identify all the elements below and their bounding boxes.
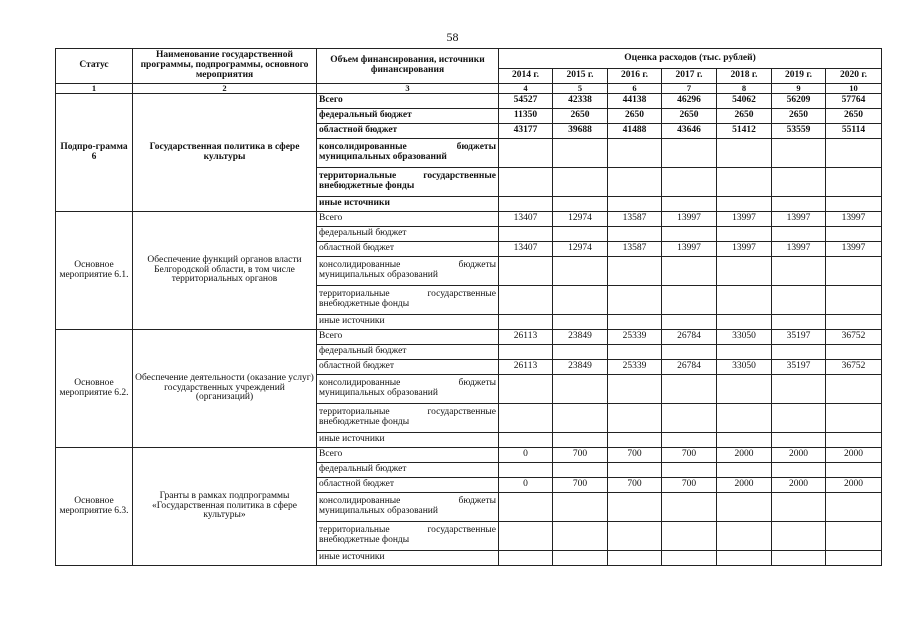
- value-regional-3: 43646: [662, 124, 717, 139]
- header-col-number-6: 6: [608, 84, 662, 94]
- value-other-1: [553, 197, 608, 212]
- header-year-0: 2014 г.: [499, 69, 553, 84]
- value-municipal-1: [553, 493, 608, 522]
- value-other-1: [553, 551, 608, 566]
- source-label-regional: областной бюджет: [317, 360, 499, 375]
- value-federal-3: 2650: [662, 109, 717, 124]
- value-regional-0: 43177: [499, 124, 553, 139]
- source-label-regional: областной бюджет: [317, 242, 499, 257]
- source-label-line-1: территориальные государственные: [319, 171, 496, 182]
- value-total-0: 0: [499, 448, 553, 463]
- value-regional-6: 13997: [826, 242, 882, 257]
- value-municipal-3: [662, 257, 717, 286]
- header-col-number-7: 7: [662, 84, 717, 94]
- value-extra-2: [608, 404, 662, 433]
- header-year-2: 2016 г.: [608, 69, 662, 84]
- value-extra-2: [608, 522, 662, 551]
- value-extra-4: [717, 168, 772, 197]
- source-label-line-2: муниципальных образований: [319, 388, 438, 398]
- value-federal-5: [772, 345, 826, 360]
- source-label-line-1: консолидированные бюджеты: [319, 378, 496, 389]
- value-municipal-1: [553, 257, 608, 286]
- value-extra-1: [553, 404, 608, 433]
- value-total-5: 2000: [772, 448, 826, 463]
- value-regional-2: 13587: [608, 242, 662, 257]
- value-extra-3: [662, 404, 717, 433]
- value-other-3: [662, 197, 717, 212]
- value-federal-2: [608, 463, 662, 478]
- value-total-5: 13997: [772, 212, 826, 227]
- value-extra-6: [826, 286, 882, 315]
- value-regional-1: 39688: [553, 124, 608, 139]
- source-label-total: Всего: [317, 212, 499, 227]
- value-total-0: 26113: [499, 330, 553, 345]
- value-extra-6: [826, 522, 882, 551]
- value-federal-1: [553, 463, 608, 478]
- header-status: Статус: [56, 49, 133, 84]
- value-municipal-0: [499, 139, 553, 168]
- source-label-federal: федеральный бюджет: [317, 463, 499, 478]
- source-label-line-1: территориальные государственные: [319, 289, 496, 300]
- value-municipal-0: [499, 375, 553, 404]
- value-regional-0: 13407: [499, 242, 553, 257]
- value-other-5: [772, 315, 826, 330]
- source-label-other: иные источники: [317, 433, 499, 448]
- value-municipal-5: [772, 375, 826, 404]
- value-federal-0: 11350: [499, 109, 553, 124]
- value-total-2: 13587: [608, 212, 662, 227]
- value-regional-1: 700: [553, 478, 608, 493]
- source-label: [317, 139, 499, 168]
- value-total-2: 700: [608, 448, 662, 463]
- source-label: [317, 522, 499, 551]
- value-total-0: 13407: [499, 212, 553, 227]
- value-regional-2: 41488: [608, 124, 662, 139]
- value-federal-4: [717, 463, 772, 478]
- value-municipal-2: [608, 257, 662, 286]
- section-name: Обеспечение деятельности (оказание услуг) государственных учреждений (организаций): [133, 330, 317, 448]
- value-other-2: [608, 433, 662, 448]
- value-total-1: 12974: [553, 212, 608, 227]
- value-extra-4: [717, 404, 772, 433]
- value-municipal-4: [717, 257, 772, 286]
- value-federal-3: [662, 463, 717, 478]
- value-regional-6: 55114: [826, 124, 882, 139]
- value-other-4: [717, 433, 772, 448]
- value-municipal-3: [662, 493, 717, 522]
- value-federal-0: [499, 227, 553, 242]
- value-regional-1: 23849: [553, 360, 608, 375]
- value-total-6: 13997: [826, 212, 882, 227]
- source-label-federal: федеральный бюджет: [317, 109, 499, 124]
- value-federal-1: 2650: [553, 109, 608, 124]
- value-federal-6: 2650: [826, 109, 882, 124]
- value-total-6: 57764: [826, 94, 882, 109]
- value-other-1: [553, 315, 608, 330]
- value-extra-3: [662, 522, 717, 551]
- source-label: [317, 257, 499, 286]
- source-label-line-2: внебюджетные фонды: [319, 535, 410, 545]
- value-extra-0: [499, 522, 553, 551]
- table-body: [56, 94, 882, 566]
- value-other-2: [608, 551, 662, 566]
- value-other-3: [662, 551, 717, 566]
- value-other-5: [772, 197, 826, 212]
- value-total-3: 13997: [662, 212, 717, 227]
- source-label: [317, 404, 499, 433]
- value-total-0: 54527: [499, 94, 553, 109]
- value-total-5: 56209: [772, 94, 826, 109]
- value-municipal-5: [772, 257, 826, 286]
- value-extra-1: [553, 286, 608, 315]
- value-municipal-1: [553, 375, 608, 404]
- value-total-3: 700: [662, 448, 717, 463]
- section-name: Государственная политика в сфере культуры: [133, 94, 317, 212]
- value-extra-2: [608, 286, 662, 315]
- source-label-line-2: муниципальных образований: [319, 152, 447, 162]
- value-municipal-0: [499, 493, 553, 522]
- value-regional-1: 12974: [553, 242, 608, 257]
- value-regional-5: 35197: [772, 360, 826, 375]
- value-other-6: [826, 551, 882, 566]
- value-extra-4: [717, 286, 772, 315]
- value-extra-1: [553, 168, 608, 197]
- value-other-6: [826, 315, 882, 330]
- section-status: Основное мероприятие 6.2.: [56, 330, 133, 448]
- source-label-federal: федеральный бюджет: [317, 227, 499, 242]
- value-total-1: 23849: [553, 330, 608, 345]
- value-federal-1: [553, 345, 608, 360]
- value-total-3: 46296: [662, 94, 717, 109]
- source-label-line-1: консолидированные бюджеты: [319, 496, 496, 507]
- value-regional-3: 26784: [662, 360, 717, 375]
- value-regional-6: 2000: [826, 478, 882, 493]
- value-federal-2: [608, 345, 662, 360]
- source-label: [317, 286, 499, 315]
- value-regional-4: 13997: [717, 242, 772, 257]
- value-other-3: [662, 315, 717, 330]
- section-name: Гранты в рамках подпрограммы «Государственная политика в сфере культуры»: [133, 448, 317, 566]
- value-municipal-5: [772, 139, 826, 168]
- value-regional-4: 51412: [717, 124, 772, 139]
- source-label-line-1: территориальные государственные: [319, 525, 496, 536]
- table-row: [56, 212, 882, 227]
- value-other-0: [499, 197, 553, 212]
- value-regional-0: 0: [499, 478, 553, 493]
- table-row: [56, 94, 882, 109]
- value-municipal-6: [826, 139, 882, 168]
- value-other-0: [499, 433, 553, 448]
- source-label-line-2: внебюджетные фонды: [319, 299, 410, 309]
- value-federal-4: [717, 345, 772, 360]
- value-other-1: [553, 433, 608, 448]
- value-federal-0: [499, 345, 553, 360]
- header-year-4: 2018 г.: [717, 69, 772, 84]
- value-municipal-2: [608, 375, 662, 404]
- value-regional-2: 25339: [608, 360, 662, 375]
- value-extra-1: [553, 522, 608, 551]
- value-federal-1: [553, 227, 608, 242]
- source-label-line-2: муниципальных образований: [319, 506, 438, 516]
- source-label-line-1: консолидированные бюджеты: [319, 142, 496, 153]
- header-col-number-2: 2: [133, 84, 317, 94]
- value-other-2: [608, 315, 662, 330]
- value-municipal-5: [772, 493, 826, 522]
- value-other-6: [826, 433, 882, 448]
- source-label-federal: федеральный бюджет: [317, 345, 499, 360]
- value-other-5: [772, 433, 826, 448]
- value-federal-3: [662, 345, 717, 360]
- header-year-1: 2015 г.: [553, 69, 608, 84]
- value-other-5: [772, 551, 826, 566]
- value-regional-3: 700: [662, 478, 717, 493]
- value-total-6: 36752: [826, 330, 882, 345]
- header-col-number-4: 4: [499, 84, 553, 94]
- source-label-line-1: консолидированные бюджеты: [319, 260, 496, 271]
- value-extra-6: [826, 168, 882, 197]
- value-federal-2: [608, 227, 662, 242]
- header-col-number-10: 10: [826, 84, 882, 94]
- source-label-regional: областной бюджет: [317, 478, 499, 493]
- value-total-2: 44138: [608, 94, 662, 109]
- value-extra-5: [772, 168, 826, 197]
- value-extra-5: [772, 286, 826, 315]
- value-regional-2: 700: [608, 478, 662, 493]
- value-federal-5: [772, 463, 826, 478]
- value-regional-5: 53559: [772, 124, 826, 139]
- value-municipal-0: [499, 257, 553, 286]
- header-col-number-3: 3: [317, 84, 499, 94]
- source-label-other: иные источники: [317, 551, 499, 566]
- value-other-4: [717, 197, 772, 212]
- value-regional-3: 13997: [662, 242, 717, 257]
- section-name: Обеспечение функций органов власти Белгородской области, в том числе территориальных органов: [133, 212, 317, 330]
- header-estimate: Оценка расходов (тыс. рублей): [499, 49, 882, 69]
- value-extra-6: [826, 404, 882, 433]
- header-name: Наименование государственной программы, подпрограммы, основного мероприятия: [133, 49, 317, 84]
- value-total-4: 13997: [717, 212, 772, 227]
- value-extra-0: [499, 404, 553, 433]
- value-regional-5: 13997: [772, 242, 826, 257]
- value-federal-6: [826, 463, 882, 478]
- source-label-line-2: муниципальных образований: [319, 270, 438, 280]
- value-extra-4: [717, 522, 772, 551]
- table-row: [56, 448, 882, 463]
- source-label-total: Всего: [317, 330, 499, 345]
- value-total-4: 54062: [717, 94, 772, 109]
- header-col-number-8: 8: [717, 84, 772, 94]
- value-municipal-6: [826, 375, 882, 404]
- value-other-2: [608, 197, 662, 212]
- value-extra-0: [499, 168, 553, 197]
- value-federal-2: 2650: [608, 109, 662, 124]
- value-municipal-4: [717, 493, 772, 522]
- source-label-other: иные источники: [317, 315, 499, 330]
- value-regional-0: 26113: [499, 360, 553, 375]
- value-municipal-6: [826, 493, 882, 522]
- value-municipal-3: [662, 139, 717, 168]
- value-municipal-4: [717, 139, 772, 168]
- header-year-3: 2017 г.: [662, 69, 717, 84]
- value-federal-5: 2650: [772, 109, 826, 124]
- source-label: [317, 168, 499, 197]
- section-status: Основное мероприятие 6.1.: [56, 212, 133, 330]
- source-label-other: иные источники: [317, 197, 499, 212]
- value-extra-2: [608, 168, 662, 197]
- source-label: [317, 375, 499, 404]
- value-total-2: 25339: [608, 330, 662, 345]
- source-label: [317, 493, 499, 522]
- value-extra-0: [499, 286, 553, 315]
- value-municipal-4: [717, 375, 772, 404]
- value-federal-4: [717, 227, 772, 242]
- budget-table: [55, 48, 882, 566]
- source-label-regional: областной бюджет: [317, 124, 499, 139]
- table-row: [56, 330, 882, 345]
- value-total-4: 2000: [717, 448, 772, 463]
- value-total-5: 35197: [772, 330, 826, 345]
- value-total-4: 33050: [717, 330, 772, 345]
- value-other-4: [717, 315, 772, 330]
- value-regional-5: 2000: [772, 478, 826, 493]
- value-total-1: 700: [553, 448, 608, 463]
- header-year-6: 2020 г.: [826, 69, 882, 84]
- section-status: Подпро-грамма 6: [56, 94, 133, 212]
- value-extra-5: [772, 522, 826, 551]
- value-federal-5: [772, 227, 826, 242]
- value-federal-0: [499, 463, 553, 478]
- value-other-3: [662, 433, 717, 448]
- value-municipal-2: [608, 493, 662, 522]
- value-total-6: 2000: [826, 448, 882, 463]
- source-label-line-2: внебюджетные фонды: [319, 181, 415, 191]
- header-year-5: 2019 г.: [772, 69, 826, 84]
- value-federal-4: 2650: [717, 109, 772, 124]
- value-regional-4: 2000: [717, 478, 772, 493]
- value-municipal-2: [608, 139, 662, 168]
- value-federal-6: [826, 227, 882, 242]
- page-number: 58: [446, 30, 459, 44]
- value-extra-3: [662, 286, 717, 315]
- value-total-3: 26784: [662, 330, 717, 345]
- header-col-number-1: 1: [56, 84, 133, 94]
- value-federal-3: [662, 227, 717, 242]
- value-extra-3: [662, 168, 717, 197]
- value-federal-6: [826, 345, 882, 360]
- header-col-number-5: 5: [553, 84, 608, 94]
- source-label-line-2: внебюджетные фонды: [319, 417, 410, 427]
- value-other-6: [826, 197, 882, 212]
- header-col-number-9: 9: [772, 84, 826, 94]
- value-other-0: [499, 315, 553, 330]
- value-municipal-6: [826, 257, 882, 286]
- section-status: Основное мероприятие 6.3.: [56, 448, 133, 566]
- value-municipal-1: [553, 139, 608, 168]
- source-label-line-1: территориальные государственные: [319, 407, 496, 418]
- value-regional-4: 33050: [717, 360, 772, 375]
- value-other-4: [717, 551, 772, 566]
- value-other-0: [499, 551, 553, 566]
- value-total-1: 42338: [553, 94, 608, 109]
- header-volume: Объем финансирования, источники финансирования: [317, 49, 499, 84]
- source-label-total: Всего: [317, 448, 499, 463]
- value-regional-6: 36752: [826, 360, 882, 375]
- header-col-numbers-row: [56, 84, 882, 94]
- value-extra-5: [772, 404, 826, 433]
- value-municipal-3: [662, 375, 717, 404]
- source-label-total: Всего: [317, 94, 499, 109]
